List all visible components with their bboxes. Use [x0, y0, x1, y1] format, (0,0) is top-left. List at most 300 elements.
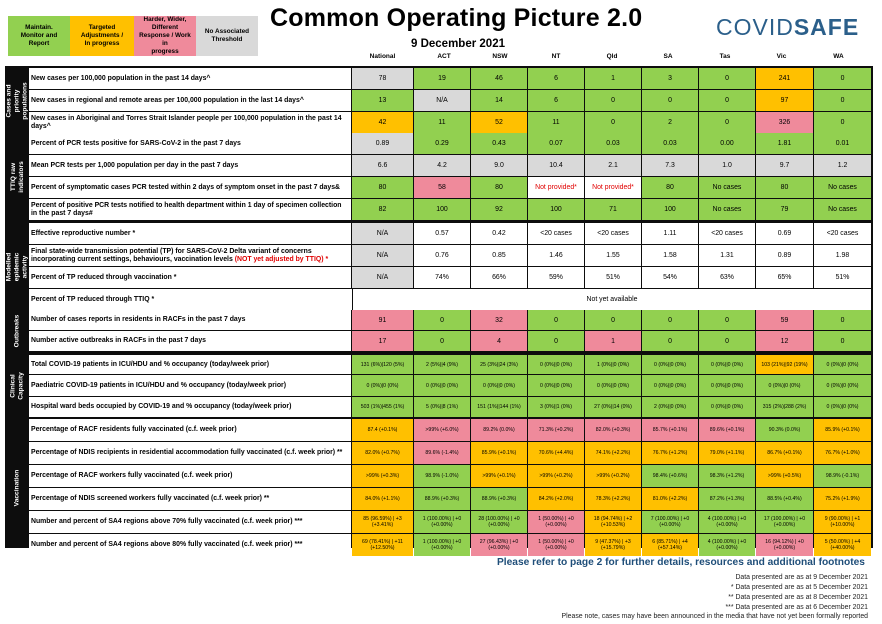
value-cell-national: N/A — [352, 267, 413, 288]
value-cell-act: 0 — [414, 310, 470, 330]
value-cell-qld: 74.1% (+2.2%) — [585, 442, 641, 464]
indicator-label-text: New cases in regional and remote areas per 100,000 population in the last 14 days^ — [31, 96, 304, 104]
value-cell-tas: 0 (0%)|0 (0%) — [699, 355, 755, 374]
indicator-label-text: Percentage of NDIS screened workers fully vaccinated (c.f. week prior) ** — [31, 495, 270, 502]
column-header-nt: NT — [551, 53, 561, 60]
value-cell-national: 87.4 (+0.1%) — [352, 419, 413, 441]
indicator-label-text: Percent of PCR tests positive for SARS-CoV-2 in the past 7 days — [31, 139, 241, 147]
indicator-row — [29, 177, 871, 198]
value-cell-national: 91 — [352, 310, 413, 330]
value-cell-tas: 0 (0%)|0 (0%) — [699, 397, 755, 417]
value-cell-wa: 0 (0%)|0 (0%) — [814, 355, 871, 374]
value-cell-wa: 0 (0%)|0 (0%) — [814, 397, 871, 417]
indicator-label-note: (NOT yet adjusted by TTIQ) * — [234, 255, 329, 263]
indicator-label-text: Number and percent of SA4 regions above 70% fully vaccinated (c.f. week prior) *** — [31, 518, 303, 525]
value-cell-act: 88.9% (+0.3%) — [414, 488, 470, 510]
value-cell-qld: 71 — [585, 199, 641, 220]
value-cell-qld: 9 (47.37%) | +3 (+15.79%) — [585, 534, 641, 556]
value-cell-national: 131 (6%)|120 (5%) — [352, 355, 413, 374]
value-cell-wa: 76.7% (+1.0%) — [814, 442, 871, 464]
value-cell-national: 85 (96.59%) | +3 (+3.41%) — [352, 511, 413, 533]
value-cell-vic: 79 — [756, 199, 813, 220]
value-cell-wa: 0 — [814, 90, 871, 111]
value-cell-vic: 17 (100.00%) | +0 (+0.00%) — [756, 511, 813, 533]
indicator-row — [29, 465, 871, 487]
indicator-label — [29, 90, 351, 111]
value-cell-nsw: 80 — [471, 177, 527, 198]
value-cell-sa: 7 (100.00%) | +0 (+0.00%) — [642, 511, 698, 533]
indicator-label — [29, 442, 351, 464]
section-label — [7, 133, 28, 220]
indicator-label-text: Number and percent of SA4 regions above 80% fully vaccinated (c.f. week prior) *** — [31, 541, 303, 548]
logo-text-b: SAFE — [793, 14, 860, 40]
column-header-wa: WA — [833, 53, 844, 60]
value-cell-nsw: 0.42 — [471, 223, 527, 244]
indicator-label — [29, 199, 351, 220]
indicator-label — [29, 511, 351, 533]
value-cell-act: 74% — [414, 267, 470, 288]
value-cell-qld: >99% (+0.2%) — [585, 465, 641, 487]
value-cell-national: 84.0% (+1.1%) — [352, 488, 413, 510]
footnote-line: ** Data presented are as at 8 December 2021 — [728, 594, 868, 601]
indicator-row — [29, 199, 871, 220]
value-cell-vic: 9.7 — [756, 155, 813, 176]
value-cell-nt: 11 — [528, 112, 584, 133]
value-cell-sa: 98.4% (+0.6%) — [642, 465, 698, 487]
column-header-sa: SA — [663, 53, 673, 60]
value-cell-vic: 80 — [756, 177, 813, 198]
value-cell-vic: >99% (+0.5%) — [756, 465, 813, 487]
value-cell-wa: 0.01 — [814, 133, 871, 154]
indicator-row — [29, 442, 871, 464]
indicator-row — [29, 223, 871, 244]
value-cell-vic: 97 — [756, 90, 813, 111]
covidsafe-logo — [716, 14, 859, 41]
value-cell-vic: 65% — [756, 267, 813, 288]
value-cell-wa: 98.9% (-0.1%) — [814, 465, 871, 487]
value-cell-tas: <20 cases — [699, 223, 755, 244]
value-cell-vic: 0.89 — [756, 245, 813, 266]
value-cell-qld: 2.1 — [585, 155, 641, 176]
value-cell-tas: No cases — [699, 177, 755, 198]
value-cell-sa: 85.7% (+0.1%) — [642, 419, 698, 441]
value-cell-tas: 4 (100.00%) | +0 (+0.00%) — [699, 534, 755, 556]
value-cell-sa: 2 — [642, 112, 698, 133]
value-cell-sa: 0 (0%)|0 (0%) — [642, 355, 698, 374]
column-headers — [0, 52, 882, 62]
value-cell-vic: 103 (21%)|92 (19%) — [756, 355, 813, 374]
indicator-label-text: Total COVID-19 patients in ICU/HDU and % occupancy (today/week prior) — [31, 360, 270, 368]
value-cell-act: 11 — [414, 112, 470, 133]
section-label-text: Cases and priority populations — [5, 81, 29, 120]
value-cell-sa: 80 — [642, 177, 698, 198]
value-cell-nsw: 0.43 — [471, 133, 527, 154]
section-3 — [7, 310, 871, 351]
value-cell-qld: Not provided* — [585, 177, 641, 198]
value-cell-sa: 54% — [642, 267, 698, 288]
value-cell-sa: 1.11 — [642, 223, 698, 244]
value-cell-nt: 1.46 — [528, 245, 584, 266]
value-cell-vic: 86.7% (+0.1%) — [756, 442, 813, 464]
value-cell-nt: 1 (50.00%) | +0 (+0.00%) — [528, 511, 584, 533]
value-cell-tas: 1.0 — [699, 155, 755, 176]
indicator-label-text: Percent of positive PCR tests notified to health department within 1 day of specimen collection in the past 7 days# — [31, 201, 342, 217]
value-cell-qld: 1.55 — [585, 245, 641, 266]
indicator-row — [29, 419, 871, 441]
value-cell-qld: 18 (94.74%) | +2 (+10.53%) — [585, 511, 641, 533]
indicator-label-text: Percentage of NDIS recipients in residential accommodation fully vaccinated (c.f. week prior) ** — [31, 449, 343, 456]
value-cell-national: 82 — [352, 199, 413, 220]
value-cell-act: 2 (5%)|4 (9%) — [414, 355, 470, 374]
indicator-label — [29, 331, 351, 351]
section-label — [7, 223, 28, 310]
value-cell-sa: 81.0% (+2.2%) — [642, 488, 698, 510]
value-cell-vic: 1.81 — [756, 133, 813, 154]
value-cell-vic: 0 (0%)|0 (0%) — [756, 375, 813, 396]
value-cell-vic: 90.3% (0.0%) — [756, 419, 813, 441]
indicator-label — [29, 155, 351, 176]
value-cell-wa: 0 — [814, 112, 871, 133]
indicator-row — [29, 112, 871, 133]
indicator-label-text: Percent of TP reduced through TTIQ * — [31, 295, 155, 303]
indicator-label — [29, 419, 351, 441]
indicator-row — [29, 289, 871, 310]
value-cell-tas: 79.0% (+1.1%) — [699, 442, 755, 464]
value-cell-sa: 7.3 — [642, 155, 698, 176]
value-cell-nt: 0 — [528, 331, 584, 351]
value-cell-nt: 71.3% (+0.2%) — [528, 419, 584, 441]
indicator-grid — [5, 66, 873, 551]
value-cell-nsw: 88.9% (+0.3%) — [471, 488, 527, 510]
value-cell-sa: 0.03 — [642, 133, 698, 154]
indicator-row — [29, 155, 871, 176]
value-cell-vic: 12 — [756, 331, 813, 351]
value-cell-nsw: 0.85 — [471, 245, 527, 266]
value-cell-vic: 59 — [756, 310, 813, 330]
value-cell-sa: 0 — [642, 310, 698, 330]
value-cell-nt: 0.07 — [528, 133, 584, 154]
value-cell-wa: <20 cases — [814, 223, 871, 244]
value-cell-nt: 3 (0%)|1 (0%) — [528, 397, 584, 417]
indicator-label-text: New cases per 100,000 population in the past 14 days^ — [31, 74, 211, 82]
value-cell-sa: 3 — [642, 68, 698, 89]
value-cell-wa: 0 — [814, 68, 871, 89]
value-cell-nsw: 4 — [471, 331, 527, 351]
indicator-row — [29, 133, 871, 154]
indicator-label-text: Percentage of RACF residents fully vaccinated (c.f. week prior) — [31, 426, 237, 433]
value-cell-national: N/A — [352, 223, 413, 244]
indicator-row — [29, 245, 871, 266]
section-5 — [7, 419, 871, 556]
value-cell-tas: 0 — [699, 90, 755, 111]
indicator-label — [29, 355, 351, 374]
value-cell-national: 0 (0%)|0 (0%) — [352, 375, 413, 396]
value-cell-nt: <20 cases — [528, 223, 584, 244]
value-cell-nsw: 52 — [471, 112, 527, 133]
value-cell-sa: 6 (85.71%) | +4 (+57.14%) — [642, 534, 698, 556]
value-cell-tas: 4 (100.00%) | +0 (+0.00%) — [699, 511, 755, 533]
indicator-label — [29, 488, 351, 510]
value-cell-act: 98.9% (-1.0%) — [414, 465, 470, 487]
value-cell-vic: 326 — [756, 112, 813, 133]
value-cell-sa: 0 (0%)|0 (0%) — [642, 375, 698, 396]
indicator-label — [29, 245, 351, 266]
page-title: Common Operating Picture 2.0 — [270, 4, 643, 32]
value-cell-vic: 241 — [756, 68, 813, 89]
value-cell-nt: 0 (0%)|0 (0%) — [528, 375, 584, 396]
indicator-label-text: Percentage of RACF workers fully vaccinated (c.f. week prior) — [31, 472, 233, 479]
value-cell-act: 100 — [414, 199, 470, 220]
value-cell-act: 5 (0%)|8 (1%) — [414, 397, 470, 417]
value-cell-national: N/A — [352, 245, 413, 266]
indicator-label — [29, 267, 351, 288]
footnote-main[interactable]: Please refer to page 2 for further details, resources and additional footnotes — [497, 557, 865, 568]
value-cell-tas: 0 — [699, 112, 755, 133]
value-cell-act: 0 — [414, 331, 470, 351]
value-cell-tas: 98.3% (+1.2%) — [699, 465, 755, 487]
value-cell-act: 1 (100.00%) | +0 (+0.00%) — [414, 534, 470, 556]
indicator-label-text: Paediatric COVID-19 patients in ICU/HDU and % occupancy (today/week prior) — [31, 381, 287, 389]
value-cell-national: 69 (78.41%) | +11 (+12.50%) — [352, 534, 413, 556]
value-cell-tas: 0 — [699, 331, 755, 351]
indicator-row — [29, 488, 871, 510]
legend-item: Maintain. Monitor and Report — [8, 16, 70, 56]
section-0 — [7, 68, 871, 133]
indicator-label — [29, 465, 351, 487]
section-label — [7, 68, 28, 133]
indicator-label — [29, 177, 351, 198]
section-label — [7, 355, 28, 417]
section-label-text: Modelled epidemic activity — [5, 252, 29, 281]
value-cell-sa: 0 — [642, 331, 698, 351]
section-label-text: Vaccination — [13, 469, 21, 506]
value-cell-act: 1 (100.00%) | +0 (+0.00%) — [414, 511, 470, 533]
value-cell-act: 0.57 — [414, 223, 470, 244]
footnote-line: Data presented are as at 9 December 2021 — [735, 574, 868, 581]
indicator-row — [29, 511, 871, 533]
value-cell-act: 0.29 — [414, 133, 470, 154]
value-cell-wa: 51% — [814, 267, 871, 288]
value-cell-national: 17 — [352, 331, 413, 351]
value-cell-tas: 0 — [699, 310, 755, 330]
indicator-row — [29, 534, 871, 556]
value-cell-act: 89.6% (-1.4%) — [414, 442, 470, 464]
indicator-label-text: New cases in Aboriginal and Torres Strait Islander people per 100,000 population in the past 14 days^ — [31, 114, 342, 130]
indicator-label — [29, 310, 351, 330]
value-cell-nsw: 46 — [471, 68, 527, 89]
value-cell-tas: 87.2% (+1.3%) — [699, 488, 755, 510]
column-header-national: National — [369, 53, 396, 60]
value-cell-vic: 16 (94.12%) | +0 (+0.00%) — [756, 534, 813, 556]
value-cell-nsw: 85.9% (+0.1%) — [471, 442, 527, 464]
value-cell-nsw: 25 (3%)|24 (3%) — [471, 355, 527, 374]
value-cell-nt: 59% — [528, 267, 584, 288]
column-header-qld: Qld — [606, 53, 618, 60]
indicator-label-text: Percent of symptomatic cases PCR tested within 2 days of symptom onset in the past 7 days& — [31, 183, 341, 191]
indicator-row — [29, 331, 871, 351]
value-cell-national: 13 — [352, 90, 413, 111]
value-cell-tas: 0 (0%)|0 (0%) — [699, 375, 755, 396]
indicator-label-text: Hospital ward beds occupied by COVID-19 and % occupancy (today/week prior) — [31, 403, 292, 410]
value-cell-wa: 1.98 — [814, 245, 871, 266]
value-cell-nsw: 66% — [471, 267, 527, 288]
footnote-line: * Data presented are as at 5 December 2021 — [730, 584, 868, 591]
value-cell-sa: 0 — [642, 90, 698, 111]
value-cell-nt: 0 — [528, 310, 584, 330]
value-cell-nsw: 27 (96.43%) | +0 (+0.00%) — [471, 534, 527, 556]
value-cell-span: Not yet available — [353, 289, 871, 310]
value-cell-qld: 1 — [585, 331, 641, 351]
value-cell-nt: >99% (+0.2%) — [528, 465, 584, 487]
indicator-label-text: Number active outbreaks in RACFs in the past 7 days — [31, 337, 206, 344]
indicator-label-text: Final state-wide transmission potential (TP) for SARS-CoV-2 Delta variant of concerns incorporating current settings, behaviours, vaccination levels — [31, 247, 312, 263]
value-cell-qld: 0 — [585, 112, 641, 133]
value-cell-sa: 2 (0%)|0 (0%) — [642, 397, 698, 417]
indicator-label — [29, 375, 351, 396]
value-cell-act: 58 — [414, 177, 470, 198]
value-cell-act: 4.2 — [414, 155, 470, 176]
value-cell-qld: <20 cases — [585, 223, 641, 244]
indicator-row — [29, 397, 871, 417]
value-cell-nt: 0 (0%)|0 (0%) — [528, 355, 584, 374]
value-cell-wa: 75.2% (+1.9%) — [814, 488, 871, 510]
indicator-label-text: Percent of TP reduced through vaccination * — [31, 273, 177, 281]
value-cell-act: 0 (0%)|0 (0%) — [414, 375, 470, 396]
indicator-label — [29, 133, 351, 154]
value-cell-nt: 70.6% (+4.4%) — [528, 442, 584, 464]
value-cell-qld: 0 — [585, 310, 641, 330]
value-cell-tas: No cases — [699, 199, 755, 220]
value-cell-tas: 89.6% (+0.1%) — [699, 419, 755, 441]
value-cell-national: 78 — [352, 68, 413, 89]
section-label — [7, 419, 28, 556]
value-cell-national: 80 — [352, 177, 413, 198]
column-header-act: ACT — [437, 53, 451, 60]
value-cell-act: 0.76 — [414, 245, 470, 266]
section-1 — [7, 133, 871, 220]
logo-text-a: COVID — [716, 14, 794, 40]
value-cell-wa: No cases — [814, 199, 871, 220]
column-header-tas: Tas — [719, 53, 731, 60]
indicator-label — [29, 112, 351, 133]
value-cell-national: 6.6 — [352, 155, 413, 176]
value-cell-nsw: >99% (+0.1%) — [471, 465, 527, 487]
value-cell-nsw: 28 (100.00%) | +0 (+0.00%) — [471, 511, 527, 533]
value-cell-qld: 27 (0%)|14 (0%) — [585, 397, 641, 417]
indicator-label-text: Number of cases reports in residents in RACFs in the past 7 days — [31, 316, 246, 323]
value-cell-tas: 63% — [699, 267, 755, 288]
value-cell-nsw: 14 — [471, 90, 527, 111]
indicator-label — [29, 223, 351, 244]
indicator-row — [29, 355, 871, 374]
indicator-row — [29, 267, 871, 288]
value-cell-national: >99% (+0.3%) — [352, 465, 413, 487]
report-date: 9 December 2021 — [411, 38, 505, 50]
value-cell-nt: 10.4 — [528, 155, 584, 176]
footnote-line: *** Data presented are as at 6 December 2021 — [725, 604, 868, 611]
section-2 — [7, 223, 871, 310]
value-cell-nt: 6 — [528, 90, 584, 111]
value-cell-wa: 5 (50.00%) | +4 (+40.00%) — [814, 534, 871, 556]
column-header-nsw: NSW — [492, 53, 508, 60]
footnote-line: Please note, cases may have been announced in the media that have not yet been formally reported — [561, 613, 868, 620]
value-cell-national: 42 — [352, 112, 413, 133]
value-cell-wa: No cases — [814, 177, 871, 198]
legend — [8, 16, 258, 56]
value-cell-qld: 51% — [585, 267, 641, 288]
value-cell-sa: 100 — [642, 199, 698, 220]
value-cell-tas: 1.31 — [699, 245, 755, 266]
indicator-label-text: Effective reproductive number * — [31, 229, 136, 237]
section-label-text: Outbreaks — [13, 314, 21, 347]
value-cell-qld: 78.3% (+2.2%) — [585, 488, 641, 510]
indicator-row — [29, 375, 871, 396]
value-cell-nsw: 92 — [471, 199, 527, 220]
value-cell-vic: 88.5% (+0.4%) — [756, 488, 813, 510]
value-cell-qld: 1 — [585, 68, 641, 89]
value-cell-national: 0.89 — [352, 133, 413, 154]
value-cell-act: >99% (+6.0%) — [414, 419, 470, 441]
indicator-label — [29, 289, 352, 310]
value-cell-wa: 0 (0%)|0 (0%) — [814, 375, 871, 396]
value-cell-sa: 76.7% (+1.2%) — [642, 442, 698, 464]
section-label-text: Clinical Capacity — [9, 372, 25, 400]
value-cell-national: 503 (1%)|455 (1%) — [352, 397, 413, 417]
value-cell-act: 19 — [414, 68, 470, 89]
section-label-text: TTIQ raw indicators — [9, 160, 25, 193]
legend-item: Targeted Adjustments / In progress — [70, 16, 134, 56]
value-cell-nt: 6 — [528, 68, 584, 89]
indicator-row — [29, 310, 871, 330]
value-cell-nsw: 0 (0%)|0 (0%) — [471, 375, 527, 396]
value-cell-act: N/A — [414, 90, 470, 111]
value-cell-nsw: 9.0 — [471, 155, 527, 176]
value-cell-tas: 0 — [699, 68, 755, 89]
section-4 — [7, 355, 871, 417]
value-cell-nt: 1 (50.00%) | +0 (+0.00%) — [528, 534, 584, 556]
section-label — [7, 310, 28, 351]
value-cell-sa: 1.58 — [642, 245, 698, 266]
indicator-label — [29, 397, 351, 417]
value-cell-nsw: 32 — [471, 310, 527, 330]
column-header-vic: Vic — [776, 53, 787, 60]
value-cell-qld: 1 (0%)|0 (0%) — [585, 355, 641, 374]
value-cell-qld: 82.0% (+0.3%) — [585, 419, 641, 441]
indicator-row — [29, 90, 871, 111]
value-cell-wa: 0 — [814, 310, 871, 330]
legend-item: Harder, Wider, Different Response / Work in progress — [134, 16, 196, 56]
indicator-row — [29, 68, 871, 89]
value-cell-qld: 0.03 — [585, 133, 641, 154]
value-cell-wa: 1.2 — [814, 155, 871, 176]
value-cell-nt: Not provided* — [528, 177, 584, 198]
indicator-label — [29, 534, 351, 556]
value-cell-nt: 84.2% (+2.0%) — [528, 488, 584, 510]
value-cell-vic: 315 (2%)|288 (2%) — [756, 397, 813, 417]
value-cell-vic: 0.69 — [756, 223, 813, 244]
value-cell-nsw: 89.2% (0.0%) — [471, 419, 527, 441]
indicator-label — [29, 68, 351, 89]
value-cell-wa: 0 — [814, 331, 871, 351]
value-cell-nt: 100 — [528, 199, 584, 220]
value-cell-tas: 0.00 — [699, 133, 755, 154]
value-cell-wa: 9 (90.00%) | +1 (+10.00%) — [814, 511, 871, 533]
value-cell-national: 82.0% (+0.7%) — [352, 442, 413, 464]
legend-item: No Associated Threshold — [196, 16, 258, 56]
indicator-label-text: Mean PCR tests per 1,000 population per day in the past 7 days — [31, 161, 239, 169]
value-cell-qld: 0 — [585, 90, 641, 111]
value-cell-qld: 0 (0%)|0 (0%) — [585, 375, 641, 396]
